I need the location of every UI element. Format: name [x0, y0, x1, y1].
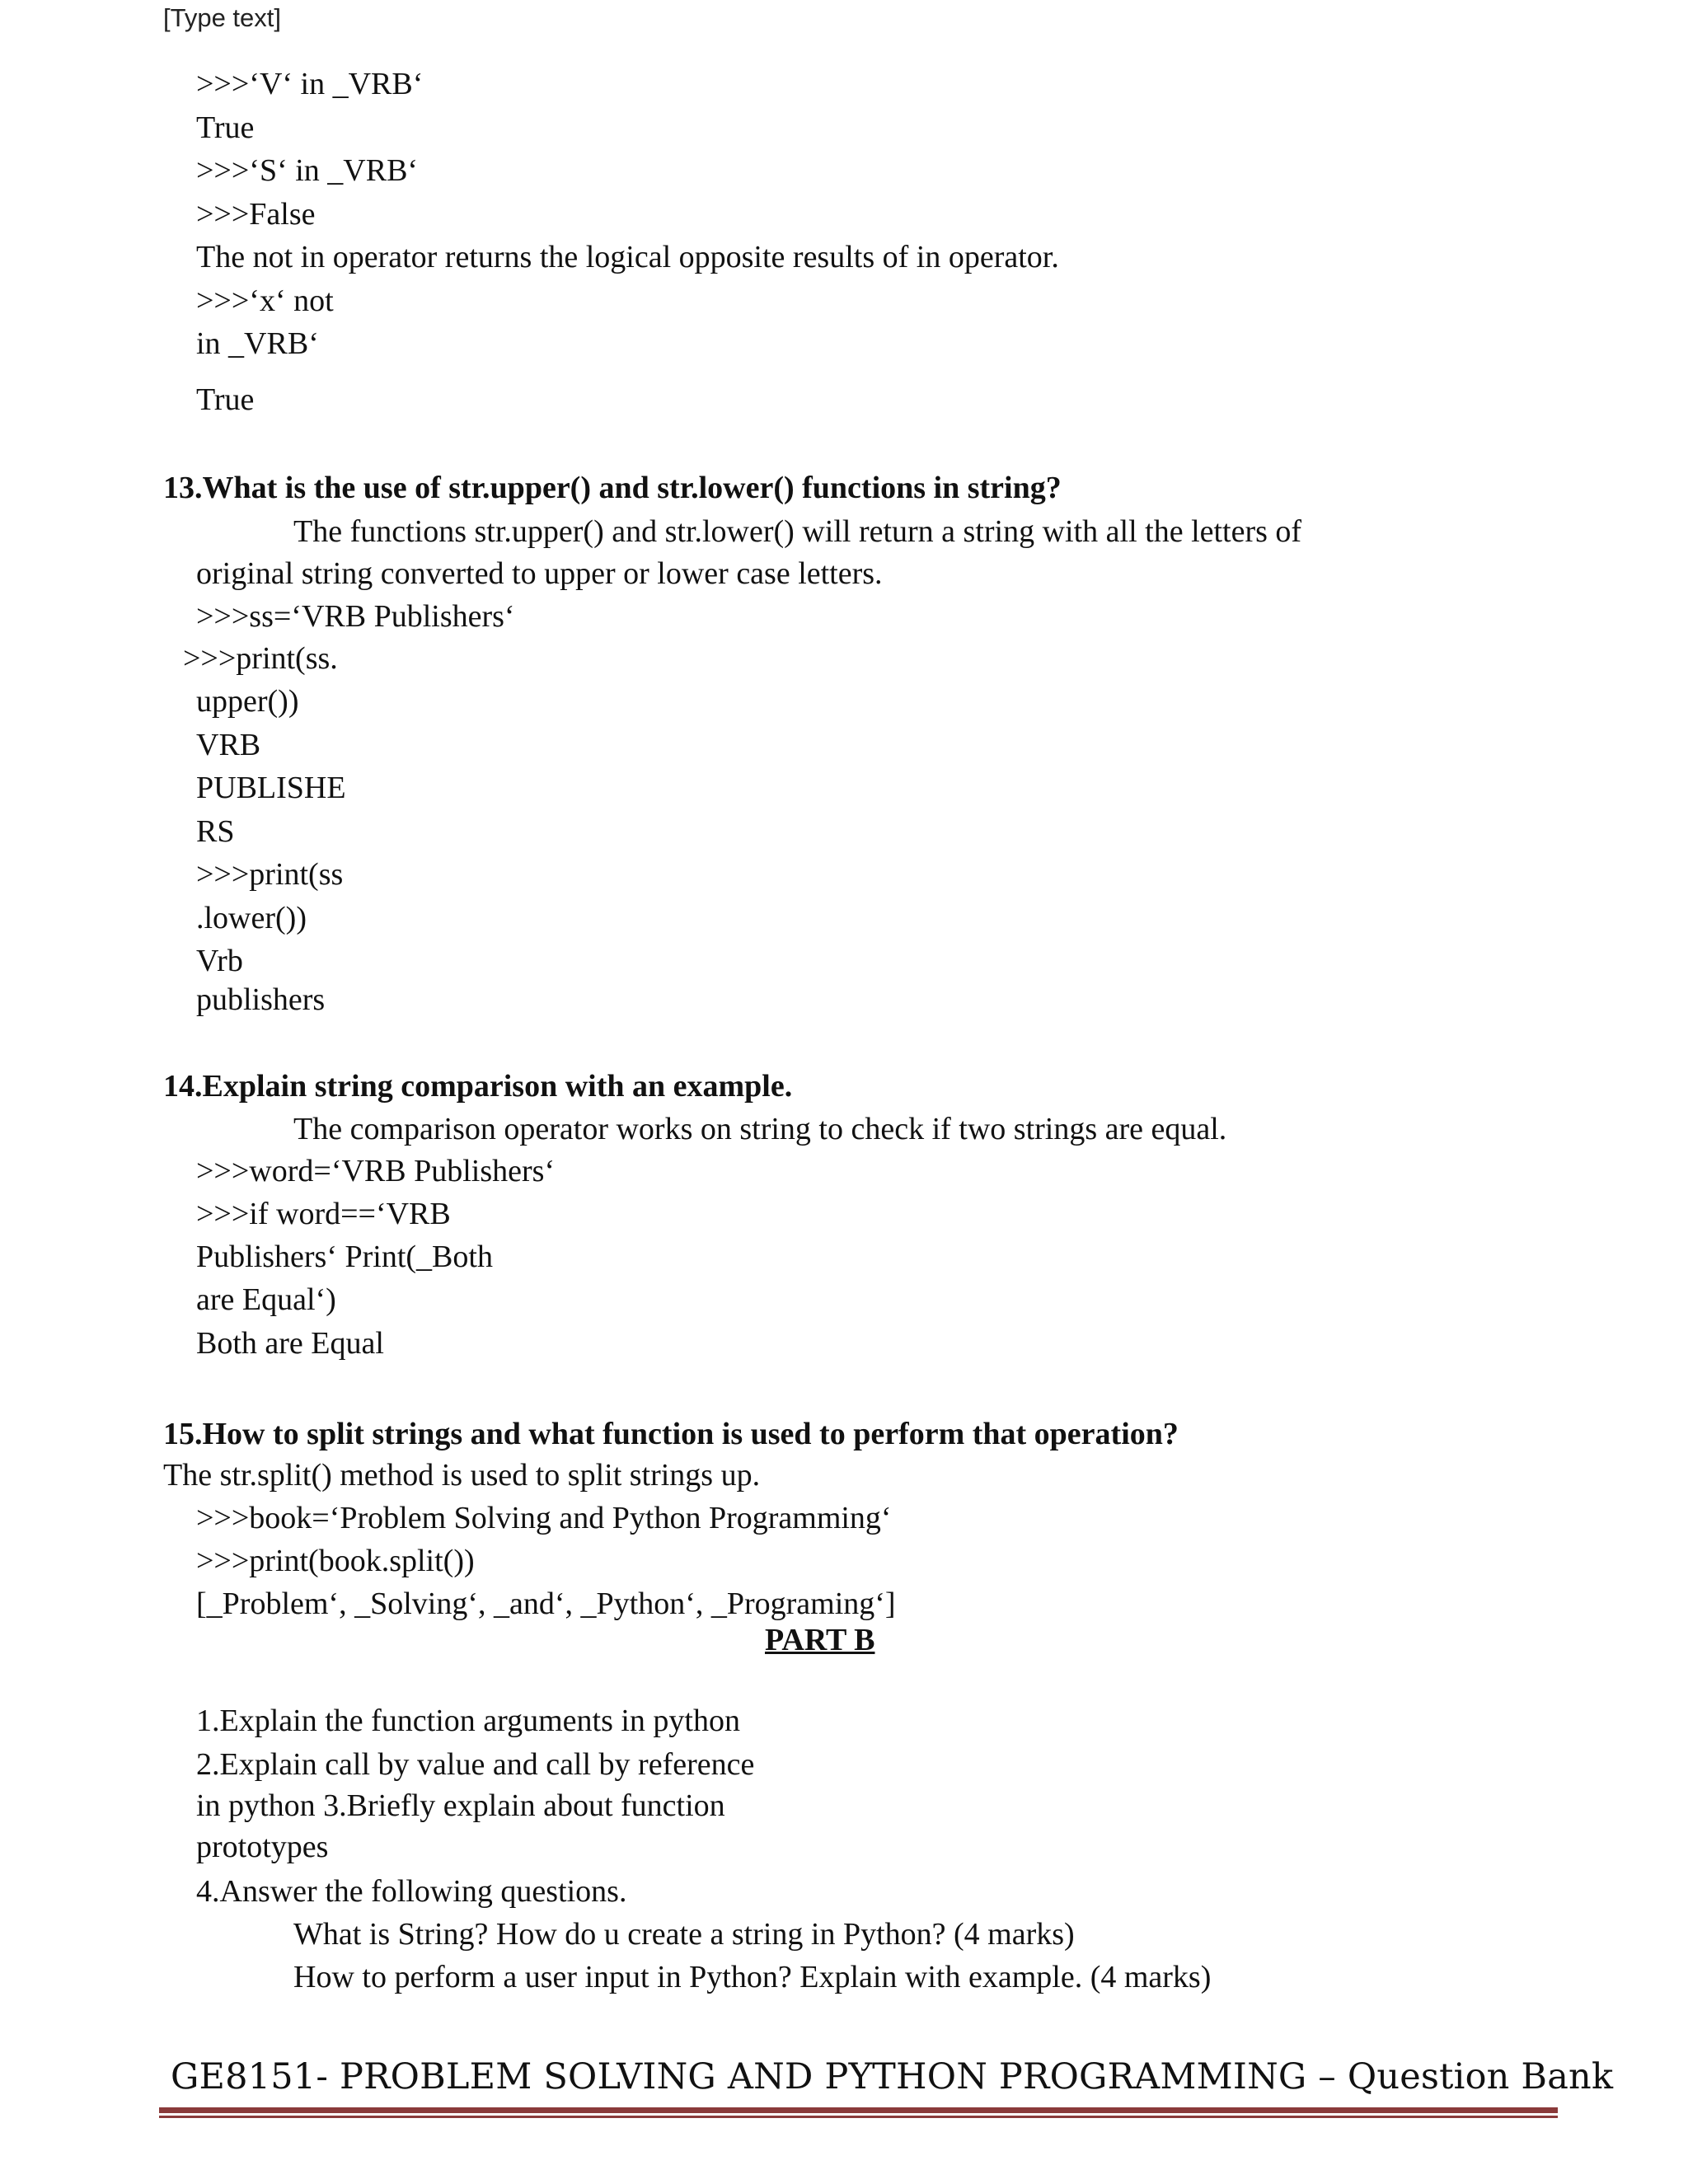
code-line: are Equal‘) [196, 1282, 336, 1317]
part-b-question: 1.Explain the function arguments in python [196, 1704, 740, 1738]
footer-rule-thin [159, 2116, 1558, 2118]
code-line: Publishers‘ Print(_Both [196, 1240, 493, 1274]
page-header-text: [Type text] [163, 3, 282, 32]
part-b-subquestion: How to perform a user input in Python? Explain with example. (4 marks) [293, 1960, 1212, 1994]
part-b-question: prototypes [196, 1830, 329, 1864]
body-text: The str.split() method is used to split strings up. [163, 1458, 761, 1493]
output-line: True [196, 110, 255, 145]
output-line: Vrb [196, 944, 243, 978]
part-b-question: 4.Answer the following questions. [196, 1874, 627, 1909]
question-15-heading: 15.How to split strings and what function is used to perform that operation? [163, 1417, 1179, 1451]
part-b-question: in python 3.Briefly explain about function [196, 1788, 725, 1823]
body-text: original string converted to upper or lower case letters. [196, 556, 883, 591]
code-line: upper()) [196, 684, 299, 719]
output-line: [_Problem‘, _Solving‘, _and‘, _Python‘, _Programing‘] [196, 1586, 896, 1621]
question-13-heading: 13.What is the use of str.upper() and str.lower() functions in string? [163, 471, 1062, 505]
footer-title: GE8151- PROBLEM SOLVING AND PYTHON PROGRAMMING – Question Bank [171, 2056, 1614, 2097]
code-line: >>>word=‘VRB Publishers‘ [196, 1154, 556, 1188]
code-line: >>>book=‘Problem Solving and Python Programming‘ [196, 1501, 892, 1535]
body-text: The not in operator returns the logical opposite results of in operator. [196, 240, 1059, 274]
part-b-title: PART B [765, 1623, 875, 1657]
part-b-subquestion: What is String? How do u create a string in Python? (4 marks) [293, 1917, 1075, 1952]
code-line: >>>ss=‘VRB Publishers‘ [196, 599, 515, 634]
body-text: The comparison operator works on string to check if two strings are equal. [293, 1112, 1227, 1146]
body-text: The functions str.upper() and str.lower() will return a string with all the letters of [293, 514, 1302, 549]
output-line: VRB [196, 728, 261, 762]
output-line: RS [196, 814, 235, 849]
code-line: >>>‘x‘ not [196, 284, 334, 318]
code-line: in _VRB‘ [196, 326, 319, 361]
code-line: >>>print(book.split()) [196, 1544, 475, 1578]
output-line: publishers [196, 982, 326, 1017]
code-line: >>>‘V‘ in _VRB‘ [196, 67, 424, 101]
output-line: Both are Equal [196, 1326, 384, 1361]
code-line: >>>if word==‘VRB [196, 1197, 451, 1231]
output-line: PUBLISHE [196, 771, 346, 805]
code-line: .lower()) [196, 901, 307, 935]
code-line: >>>print(ss. [183, 641, 338, 676]
footer-rule [159, 2107, 1558, 2113]
question-14-heading: 14.Explain string comparison with an example. [163, 1069, 793, 1104]
part-b-question: 2.Explain call by value and call by reference [196, 1747, 755, 1782]
code-line: >>>print(ss [196, 857, 344, 892]
code-line: >>>‘S‘ in _VRB‘ [196, 153, 419, 188]
output-line: True [196, 382, 255, 417]
output-line: >>>False [196, 197, 316, 232]
